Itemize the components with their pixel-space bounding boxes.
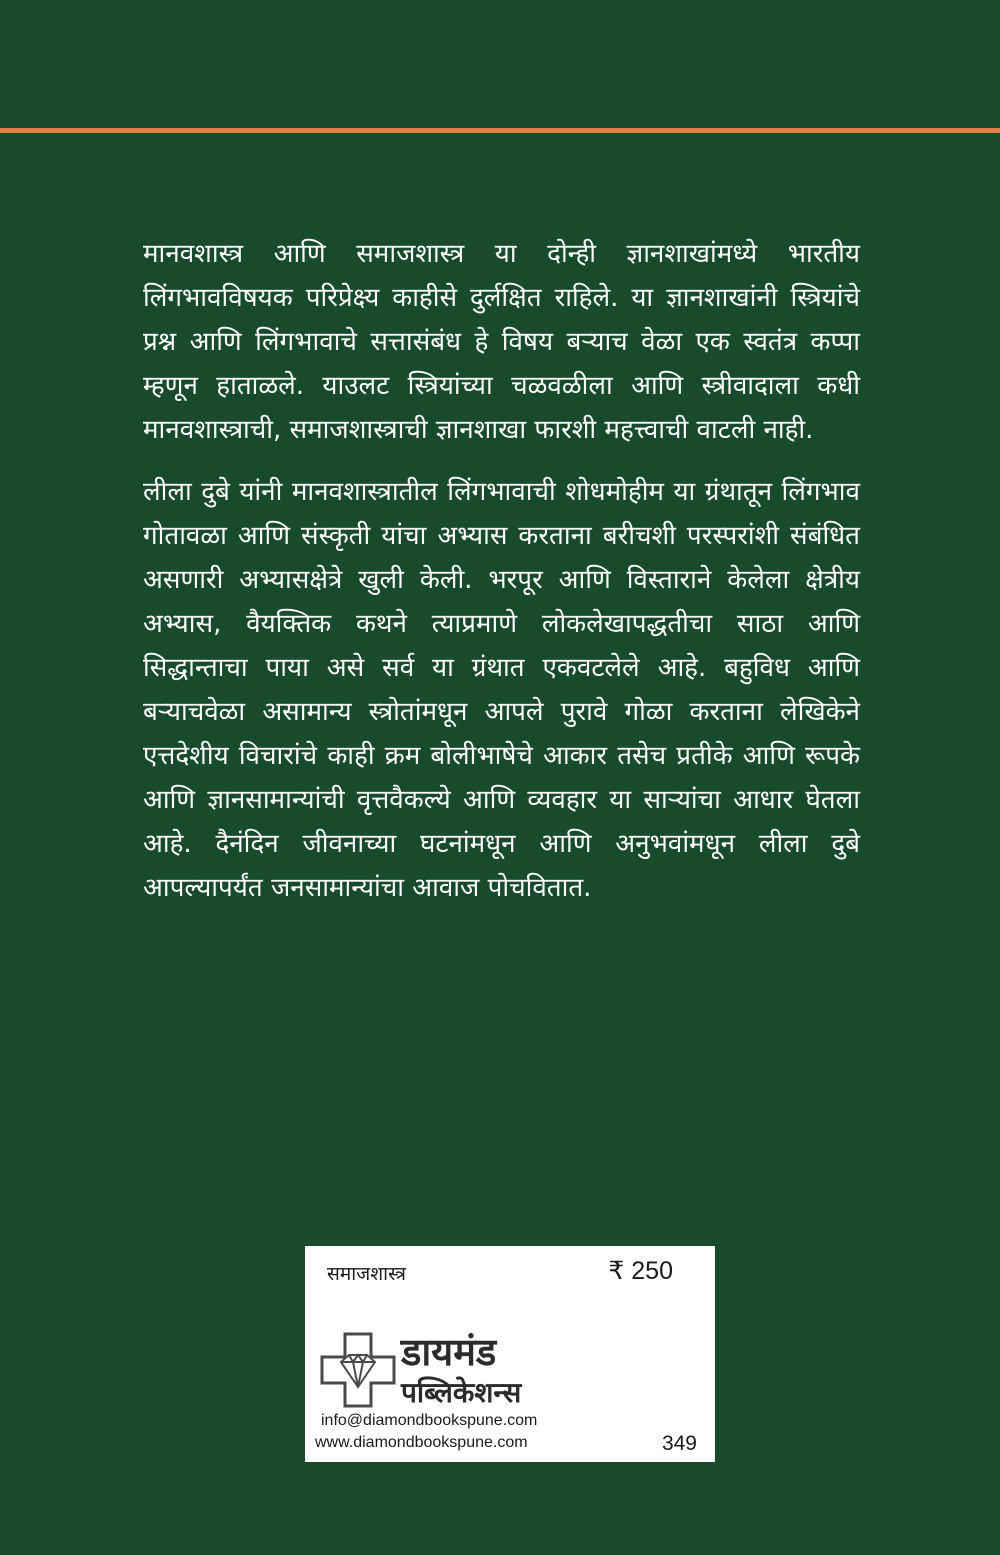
book-code: 349 [661,1432,697,1455]
publisher-name-line1: डायमंड [401,1330,497,1374]
price-label: ₹ 250 [608,1257,673,1285]
top-accent-rule [0,128,1000,133]
back-cover-blurb [143,232,860,910]
price-box [305,1246,715,1462]
blurb-paragraph-1: मानवशास्त्र आणि समाजशास्त्र या दोन्ही ज्ञानशाखांमध्ये भारतीय लिंगभावविषयक परिप्रेक्ष्य काहीसे दुर्लक्षित राहिले. या ज्ञानशाखांनी स्त्रियांचे प्रश्न आणि लिंगभावाचे सत्तासंबंध हे विषय बऱ्याच वेळा एक स्वतंत्र कप्पा म्हणून हाताळले. याउलट स्त्रियांच्या चळवळीला आणि स्त्रीवादाला कधी मानवशास्त्राची, समाजशास्त्राची ज्ञानशाखा फारशी महत्त्वाची वाटली नाही. [143,239,860,445]
publisher-name-line2: पब्लिकेशन्स [401,1376,522,1409]
category-label: समाजशास्त्र [327,1263,406,1285]
diamond-in-cross-logo-icon [319,1331,397,1409]
publisher-email: info@diamondbookspune.com [321,1412,538,1429]
publisher-website: www.diamondbookspune.com [315,1434,528,1451]
blurb-paragraph-2: लीला दुबे यांनी मानवशास्त्रातील लिंगभावाची शोधमोहीम या ग्रंथातून लिंगभाव गोतावळा आणि संस्कृती यांचा अभ्यास करताना बरीचशी परस्परांशी संबंधित असणारी अभ्यासक्षेत्रे खुली केली. भरपूर आणि विस्ताराने केलेला क्षेत्रीय अभ्यास, वैयक्तिक कथने त्याप्रमाणे लोकलेखापद्धतीचा साठा आणि सिद्धान्ताचा पाया असे सर्व या ग्रंथात एकवटलेले आहे. बहुविध आणि बऱ्याचवेळा असामान्य स्त्रोतांमधून आपले पुरावे गोळा करताना लेखिकेने एत्तदेशीय विचारांचे काही क्रम बोलीभाषेचे आकार तसेच प्रतीके आणि रूपके आणि ज्ञानसामान्यांची वृत्तवैकल्ये आणि व्यवहार या साऱ्यांचा आधार घेतला आहे. दैनंदिन जीवनाच्या घटनांमधून आणि अनुभवांमधून लीला दुबे आपल्यापर्यंत जनसामान्यांचा आवाज पोचवितात. [143,477,860,903]
